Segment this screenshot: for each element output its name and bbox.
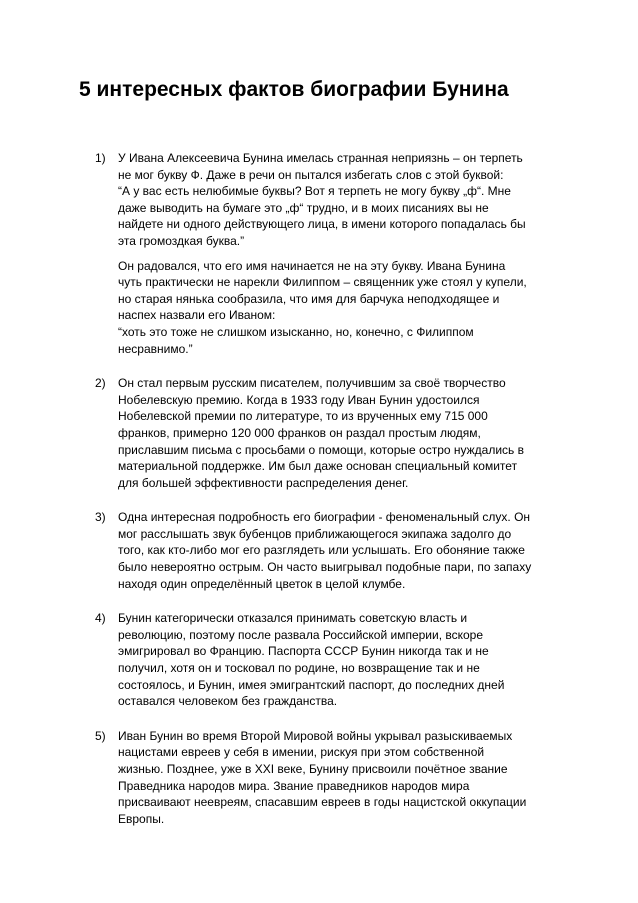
fact-item: [95, 610, 565, 710]
text-line: несравнимо.”: [118, 341, 193, 356]
text-line: наспех назвали его Иваном:: [118, 308, 276, 323]
fact-paragraph: [118, 509, 565, 592]
text-line: У Ивана Алексеевича Бунина имелась странная неприязнь – он терпеть: [118, 151, 523, 165]
text-line: чуть практически не нарекли Филиппом – священник уже стоял у купели,: [118, 275, 527, 290]
fact-item: [95, 375, 565, 491]
text-line: Одна интересная подробность его биографии - феноменальный слух. Он: [118, 510, 531, 525]
facts-list: [95, 150, 565, 845]
fact-number: 5): [95, 728, 106, 743]
fact-paragraph: [118, 610, 565, 710]
text-line: франков, примерно 120 000 франков он раздал простым людям,: [118, 425, 481, 440]
text-line: эта громоздкая буква.”: [118, 233, 245, 248]
fact-number: 4): [95, 611, 106, 626]
text-line: Нобелевской премии по литературе, то из врученных ему 715 000: [118, 409, 488, 424]
text-line: получил, хотя он и тосковал по родине, но возвращение так и не: [118, 661, 480, 676]
text-line: революцию, поэтому после развала Российской империи, вскоре: [118, 627, 484, 642]
text-line: эмигрировал во Францию. Паспорта СССР Бунин никогда так и не: [118, 644, 489, 659]
text-line: “хоть это тоже не слишком изысканно, но, конечно, с Филиппом: [118, 324, 474, 339]
text-line: состоялось, и Бунин, имея эмигрантский паспорт, до последних дней: [118, 677, 505, 692]
text-line: но старая нянька сообразила, что имя для барчука неподходящее и: [118, 291, 500, 306]
text-line: нацистами евреев у себя в имении, рискуя при этом собственной: [118, 745, 485, 760]
text-line: присваивают неевреям, спасавшим евреев в годы нацистской оккупации: [118, 795, 527, 810]
text-line: Европы.: [118, 811, 165, 826]
fact-paragraph: [118, 258, 565, 358]
fact-item: [95, 150, 565, 357]
fact-number: 2): [95, 376, 106, 391]
text-line: “А у вас есть нелюбимые буквы? Вот я терпеть не могу букву „ф“. Мне: [118, 184, 511, 199]
document-title: 5 интересных фактов биографии Бунина: [79, 78, 509, 101]
text-line: жизнью. Позднее, уже в XXI веке, Бунину присвоили почётное звание: [118, 762, 508, 776]
text-line: Он стал первым русским писателем, получившим за своё творчество: [118, 376, 506, 391]
fact-number: 1): [95, 151, 106, 165]
text-line: оставался человеком без гражданства.: [118, 694, 338, 709]
text-line: мог расслышать звук бубенцов приближающегося экипажа задолго до: [118, 526, 512, 541]
text-line: было невероятно острым. Он часто выигрывал подобные пари, по запаху: [118, 560, 532, 575]
text-line: даже выводить на бумаге это „ф“ трудно, и в моих писаниях вы не: [118, 200, 489, 215]
fact-number: 3): [95, 510, 106, 525]
text-line: найдете ни одного действующего лица, в имени которого попадалась бы: [118, 217, 526, 232]
text-line: Нобелевскую премию. Когда в 1933 году Иван Бунин удостоился: [118, 392, 480, 407]
text-line: приславшим письма с просьбами о помощи, которые остро нуждались в: [118, 442, 525, 457]
text-line: Иван Бунин во время Второй Мировой войны укрывал разыскиваемых: [118, 728, 513, 743]
fact-paragraph: [118, 150, 565, 250]
text-line: того, как кто-либо мог его разглядеть или услышать. Его обоняние также: [118, 543, 525, 558]
text-line: Праведника народов мира. Звание праведников народов мира: [118, 778, 470, 793]
text-line: материальной поддержке. Им был даже основан специальный комитет: [118, 459, 518, 474]
text-line: Он радовался, что его имя начинается не на эту букву. Ивана Бунина: [118, 258, 506, 273]
text-line: для большей эффективности распределения денег.: [118, 475, 409, 490]
fact-item: [95, 509, 565, 592]
text-line: не мог букву Ф. Даже в речи он пытался избегать слов с этой буквой:: [118, 167, 504, 182]
text-line: находя один определённый цветок в целой клумбе.: [118, 576, 406, 591]
fact-paragraph: [118, 375, 565, 491]
text-line: Бунин категорически отказался принимать советскую власть и: [118, 611, 468, 626]
fact-paragraph: [118, 728, 565, 828]
fact-item: [95, 728, 565, 828]
